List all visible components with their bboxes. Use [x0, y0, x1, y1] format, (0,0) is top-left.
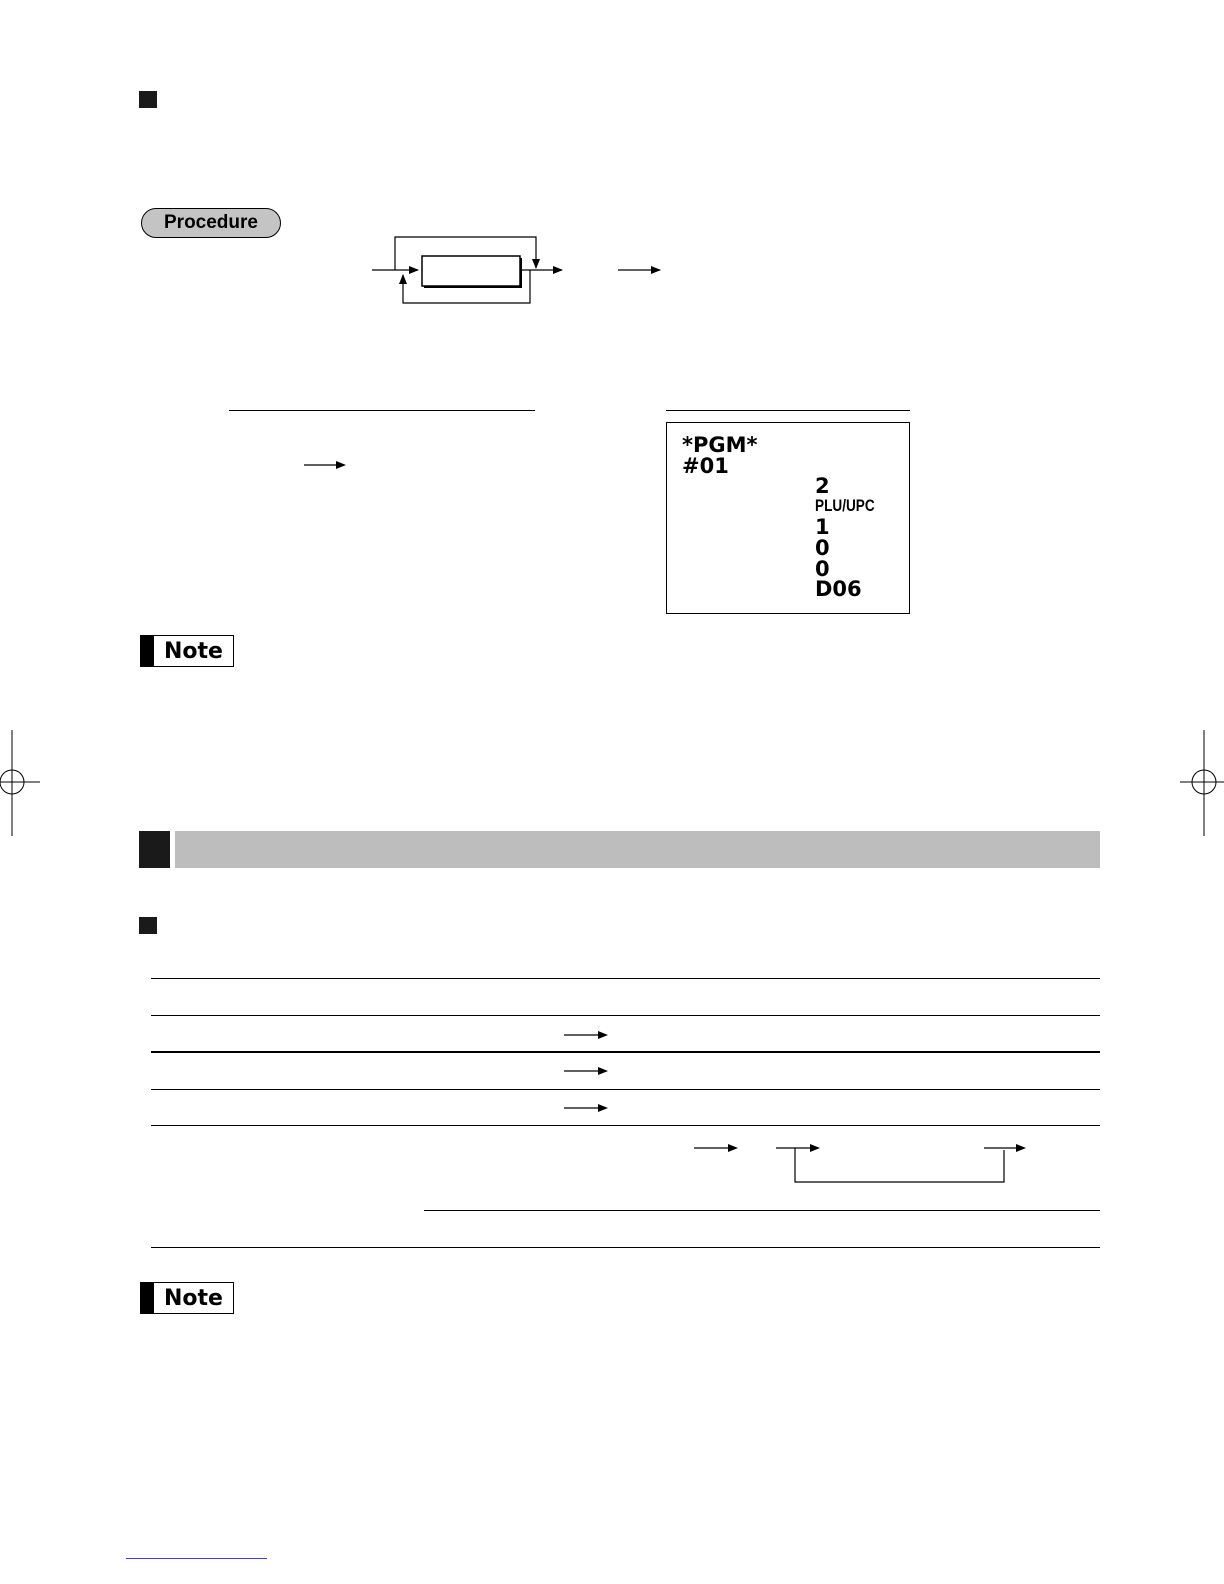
table-rule	[151, 1089, 1100, 1090]
note-badge	[140, 1282, 234, 1314]
right-arrow-icon	[560, 1064, 614, 1078]
receipt-line: 0	[815, 557, 830, 581]
receipt-header: *PGM*	[682, 433, 758, 457]
right-arrow-icon	[560, 1028, 614, 1042]
note-label: Note	[164, 638, 223, 664]
receipt-line: PLU/UPC	[815, 496, 875, 515]
section-marker-icon	[139, 917, 157, 934]
note-badge	[140, 635, 234, 667]
table-rule	[151, 1247, 1100, 1248]
table-rule	[151, 1125, 1100, 1126]
procedure-label: Procedure	[164, 212, 258, 233]
footer-link-underline[interactable]	[126, 1558, 267, 1559]
procedure-badge	[141, 208, 281, 238]
table-rule	[424, 1210, 1100, 1211]
section-marker-icon	[139, 91, 157, 108]
key-operation-rule	[229, 410, 535, 411]
table-flow-diagram	[690, 1138, 1040, 1188]
procedure-flow-diagram	[360, 230, 680, 310]
receipt-line: 1	[815, 515, 830, 539]
table-rule	[151, 978, 1100, 979]
receipt-line: 2	[815, 474, 830, 498]
section-header-marker-icon	[139, 831, 170, 868]
receipt-line: D06	[815, 577, 862, 601]
right-arrow-icon	[560, 1101, 614, 1115]
example-arrow-icon	[300, 458, 350, 472]
key-box	[422, 256, 520, 286]
crosshair-registration-icon	[1180, 730, 1224, 836]
crosshair-registration-icon	[0, 730, 44, 836]
table-rule	[151, 1051, 1100, 1053]
receipt-number: #01	[682, 454, 729, 478]
section-header-bar	[175, 831, 1100, 868]
note-label: Note	[164, 1285, 223, 1311]
receipt-printout	[666, 422, 910, 614]
receipt-line: 0	[815, 536, 830, 560]
table-rule	[151, 1015, 1100, 1016]
print-rule	[666, 410, 910, 411]
